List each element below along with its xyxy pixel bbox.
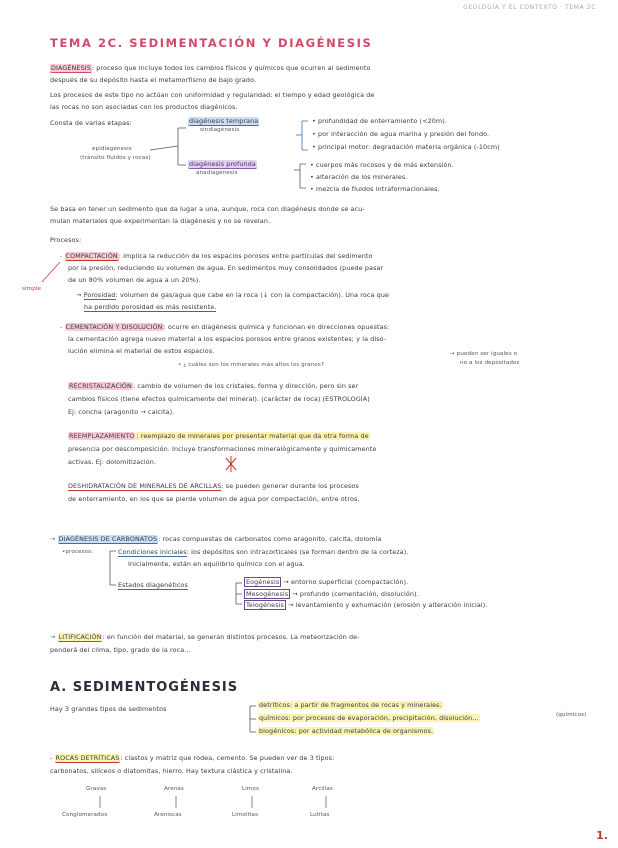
cementacion-line2: la cementación agrega nuevo material a los espacios porosos entre granos existentes; y la diso- bbox=[68, 335, 387, 343]
early-item-2: • por interacción de agua marina y presión del fondo. bbox=[312, 130, 490, 138]
types-side: (químicos) bbox=[556, 712, 587, 718]
carbonatos-item1-line2: Inicialmente, están en equilibrio químico con el agua. bbox=[128, 560, 305, 568]
stages-brace bbox=[178, 128, 186, 165]
rock-lutitas: Lutitas bbox=[310, 812, 330, 818]
early-item-1: • profundidad de enterramiento (<20m). bbox=[312, 117, 447, 125]
early-item-3: • principal motor: degradación materia orgánica (-10cm) bbox=[312, 143, 500, 151]
type-detriticos: detríticos: a partir de fragmentos de rocas y minerales. bbox=[259, 701, 442, 709]
grain-limos: Limos bbox=[242, 786, 259, 792]
section-a-heading: A. SEDIMENTOGÉNESIS bbox=[50, 680, 239, 695]
litificacion-term: LITIFICACIÓN bbox=[58, 633, 102, 641]
stage-mesogenesis: Mesogénesis → profundo (cementación, disolución). bbox=[246, 590, 419, 598]
grain-arcillas: Arcillas bbox=[312, 786, 333, 792]
carbonatos-item1: Condiciones iniciales: los depósitos son intracorticales (se forman dentro de la corteza). bbox=[118, 548, 409, 556]
carbonatos-term: DIAGÉNESIS DE CARBONATOS bbox=[58, 535, 158, 543]
stages-tree bbox=[236, 583, 242, 604]
reemplaz-line1: REEMPLAZAMIENTO : reemplazo de minerales por presentar material que da otra forma de bbox=[69, 432, 369, 440]
cementacion-line1: - CEMENTACIÓN Y DISOLUCIÓN: ocurre en diagénesis química y funcionan en direcciones opuestas: bbox=[60, 323, 390, 331]
rocas-term: ROCAS DETRÍTICAS bbox=[55, 754, 120, 762]
deshidrat-term: DESHIDRATACIÓN DE MINERALES DE ARCILLAS bbox=[68, 482, 222, 490]
type-biogenicos: biogénicos: por actividad metabólica de organismos. bbox=[259, 727, 434, 735]
rocas-line1: - ROCAS DETRÍTICAS: clastos y matriz que rodea, cemento. Se pueden ver de 3 tipos: bbox=[50, 754, 335, 762]
early-stage-sub: sindiagénesis bbox=[200, 127, 240, 133]
stage-eogenesis: Eogénesis → entorno superficial (compactación). bbox=[246, 578, 409, 586]
recristal-line1: RECRISTALIZACIÓN: cambio de volumen de los cristales, forma y dirección, pero sin ser bbox=[69, 382, 359, 390]
red-asterisk bbox=[226, 456, 236, 472]
early-stage-label: diagénesis temprana bbox=[189, 117, 259, 125]
diagenesis-def-line2: después de su depósito hasta el metamorfismo de bajo grado. bbox=[50, 76, 257, 84]
late-stage-label: diagénesis profunda bbox=[189, 160, 256, 168]
note-line1: Se basa en tener un sedimento que da lugar a una, aunque, roca con diagénesis donde se acu- bbox=[50, 205, 365, 213]
deshidrat-line2: de enterramiento, en los que se pierde volumen de agua por compactación, entre otros. bbox=[68, 495, 360, 503]
late-item-1: • cuerpos más rocosos y de más extensión. bbox=[310, 161, 454, 169]
grain-arrows bbox=[100, 796, 326, 808]
porosidad-line2: ha perdido porosidad es más resistente. bbox=[84, 303, 217, 311]
note-line2: mulan materiales que experimentan la diagénesis y no se revelan. bbox=[50, 217, 271, 225]
deshidrat-line1: DESHIDRATACIÓN DE MINERALES DE ARCILLAS: se pueden generar durante los procesos bbox=[68, 482, 359, 490]
carbonatos-item2: Estados diagenéticos bbox=[118, 581, 188, 589]
procesos-label: Procesos: bbox=[50, 236, 82, 244]
intro-line3: Los procesos de este tipo no actúan con uniformidad y regularidad: el tiempo y edad geológica de bbox=[50, 91, 375, 99]
cementacion-side: → pueden ser iguales o bbox=[450, 351, 518, 357]
rock-conglomerados: Conglomerados bbox=[62, 812, 108, 818]
cementacion-line4: • ¿ cuáles son los minerales más altos los granos? bbox=[178, 362, 324, 368]
late-item-3: • mezcla de fluidos intraformacionales. bbox=[310, 185, 440, 193]
rock-limolitas: Limolitas bbox=[232, 812, 259, 818]
litificacion-line1: → LITIFICACIÓN: en función del material, se generan distintos procesos. La meteorización de- bbox=[50, 633, 360, 641]
page-header: GEOLOGÍA Y EL CONTEXTO · TEMA 2C bbox=[463, 4, 596, 11]
litificacion-line2: penderá del clima, tipo, grado de la roca... bbox=[50, 646, 191, 654]
diagenesis-term: DIAGÉNESIS bbox=[51, 64, 91, 72]
grain-arenas: Arenas bbox=[164, 786, 184, 792]
diagenesis-def-line1: DIAGÉNESIS: proceso que incluye todos los cambios físicos y químicos que ocurren al sedimento bbox=[51, 64, 371, 72]
cementacion-side2: no a los depositados bbox=[460, 360, 520, 366]
porosidad-line1: → Porosidad: volumen de gas/agua que cabe en la roca (↓ con la compactación). Una roca que bbox=[76, 291, 390, 299]
epi-arrow bbox=[150, 146, 178, 150]
stage-telogenesis: Telogénesis → levantamiento y exhumación (erosión y alteración inicial). bbox=[246, 601, 488, 609]
porosidad-term: Porosidad bbox=[83, 291, 116, 299]
grain-gravas: Gravas bbox=[86, 786, 107, 792]
epi-stage-label: epidiagénesis bbox=[92, 146, 132, 152]
section-a-lead: Hay 3 grandes tipos de sedimentos bbox=[50, 705, 167, 713]
rocas-line2: carbonatos, silíceos o diatomitas, hierro. Hay textura clástica y cristalina. bbox=[50, 767, 293, 775]
reemplaz-term: REEMPLAZAMIENTO bbox=[69, 432, 135, 440]
compactacion-line3: de un 80% volumen de agua a un 20%). bbox=[68, 276, 201, 284]
reemplaz-line2: presencia por descomposición. Incluye transformaciones mineralógicamente y químicamente bbox=[68, 445, 377, 453]
rock-areniscas: Areniscas bbox=[154, 812, 182, 818]
late-item-2: • alteración de los minerales. bbox=[310, 173, 408, 181]
cementacion-term: CEMENTACIÓN Y DISOLUCIÓN bbox=[65, 323, 163, 331]
compactacion-line1: - COMPACTACIÓN: implica la reducción de los espacios porosos entre partículas del sedimento bbox=[60, 252, 373, 260]
types-brace bbox=[250, 706, 256, 732]
epi-stage-sub: (tránsito fluidos y rocas) bbox=[80, 155, 151, 161]
late-stage-sub: anadiagénesis bbox=[196, 170, 238, 176]
carbonatos-procesos: •procesos: bbox=[62, 549, 94, 555]
cementacion-line3: lución elimina el material de estos espacios. bbox=[68, 347, 215, 355]
recristal-term: RECRISTALIZACIÓN bbox=[69, 382, 132, 390]
page-title: TEMA 2C. SEDIMENTACIÓN Y DIAGÉNESIS bbox=[50, 36, 373, 50]
stages-lead: Consta de varias etapas: bbox=[50, 119, 132, 127]
recristal-line3: Ej: concha (aragonito → calcita). bbox=[68, 408, 175, 416]
early-brace bbox=[296, 121, 308, 150]
side-note: simple bbox=[22, 286, 42, 292]
compactacion-line2: por la presión, reduciendo su volumen de agua. En sedimentos muy consolidados (puede pasar bbox=[68, 264, 384, 272]
compactacion-term: COMPACTACIÓN bbox=[65, 252, 118, 260]
late-brace bbox=[294, 164, 306, 188]
carb-tree bbox=[110, 551, 116, 585]
reemplaz-line3: activas. Ej: dolomitización. bbox=[68, 458, 157, 466]
recristal-line2: cambios físicos (tiene efectos químicamente del mineral). (carácter de roca) (ESTROLOGÍA) bbox=[68, 395, 370, 403]
intro-line4: las rocas no son asociadas con los productos diagénicos. bbox=[50, 103, 238, 111]
type-quimicos: químicos: por procesos de evaporación, precipitación, disolución... bbox=[259, 714, 479, 722]
side-arrow bbox=[42, 262, 60, 282]
page-number: 1. bbox=[596, 829, 608, 842]
carbonatos-line1: → DIAGÉNESIS DE CARBONATOS: rocas compuestas de carbonatos como aragonito, calcita, dolomía bbox=[50, 535, 382, 543]
